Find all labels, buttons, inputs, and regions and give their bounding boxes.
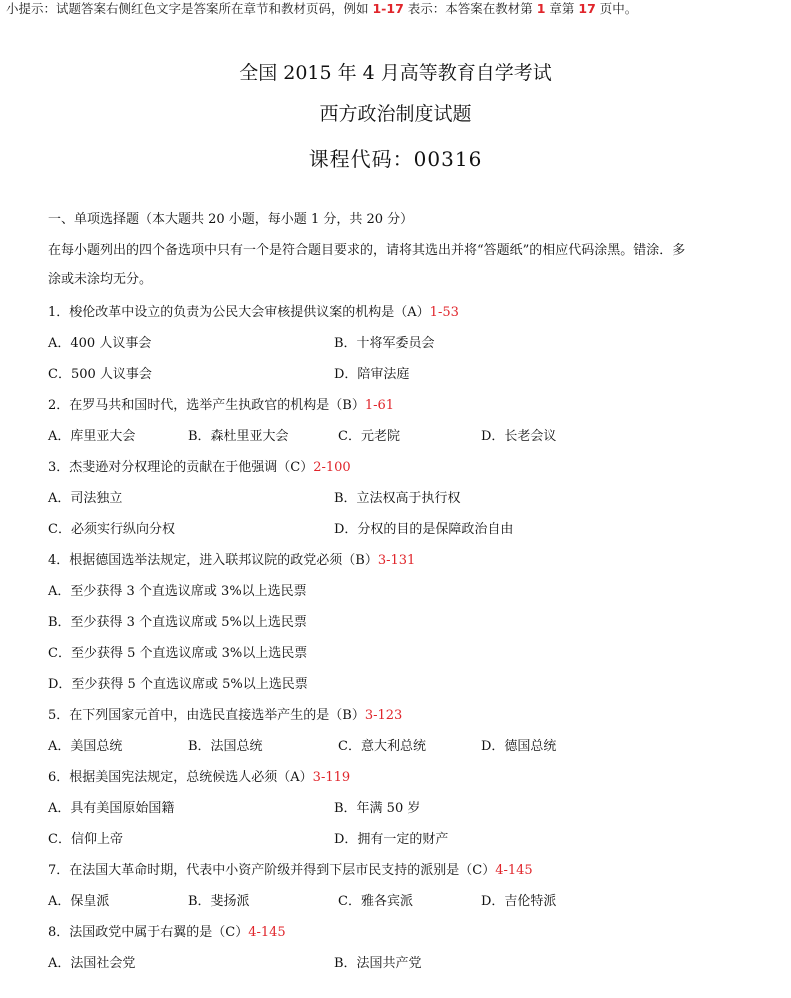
answer-ref: 2-100: [313, 460, 351, 475]
hint-prefix: 小提示：试题答案右侧红色文字是答案所在章节和教材页码，例如: [6, 1, 373, 16]
hint-chapter: 1: [536, 1, 546, 16]
option: B．法国总统: [188, 739, 263, 754]
answer-ref: 4-145: [248, 925, 286, 940]
hint-mid: 表示：本答案在教材第: [403, 1, 537, 16]
answer-hint: [6, 0, 637, 18]
option: A．库里亚大会: [48, 429, 136, 444]
question-stem: [48, 304, 459, 322]
option: C．至少获得 5 个直选议席或 3%以上选民票: [48, 646, 308, 661]
option: A．美国总统: [48, 739, 123, 754]
hint-example: 1-17: [372, 1, 404, 16]
exam-subject: 西方政治制度试题: [319, 103, 472, 125]
option: C．500 人议事会: [48, 367, 152, 382]
option: B．年满 50 岁: [334, 801, 421, 816]
option: B．森杜里亚大会: [188, 429, 289, 444]
option: D．长老会议: [481, 429, 557, 444]
question-stem: [48, 397, 394, 415]
option: A．400 人议事会: [48, 336, 152, 351]
question-text: 7．在法国大革命时期，代表中小资产阶级并得到下层市民支持的派别是（C）: [48, 863, 496, 878]
question-text: 1．梭伦改革中设立的负责为公民大会审核提供议案的机构是（A）: [48, 305, 430, 320]
question-stem: [48, 769, 350, 787]
question-stem: [48, 552, 415, 570]
option: D．陪审法庭: [334, 367, 410, 382]
option: C．雅各宾派: [338, 894, 413, 909]
course-code: 课程代码：00316: [308, 147, 483, 171]
question-text: 5．在下列国家元首中，由选民直接选举产生的是（B）: [48, 708, 365, 723]
question-stem: [48, 707, 402, 725]
option: C．信仰上帝: [48, 832, 123, 847]
option: A．至少获得 3 个直选议席或 3%以上选民票: [48, 584, 307, 599]
option: C．元老院: [338, 429, 400, 444]
section-instruction-line1: 在每小题列出的四个备选项中只有一个是符合题目要求的，请将其选出并将“答题纸”的相应代码涂黑。错涂．多: [48, 243, 686, 258]
option: A．司法独立: [48, 491, 123, 506]
hint-mid2: 章第: [545, 1, 579, 16]
option: A．保皇派: [48, 894, 110, 909]
option: B．十将军委员会: [334, 336, 435, 351]
option: D．分权的目的是保障政治自由: [334, 522, 514, 537]
option: D．德国总统: [481, 739, 557, 754]
answer-ref: 3-119: [312, 770, 351, 785]
option: B．斐扬派: [188, 894, 250, 909]
question-stem: [48, 924, 286, 942]
exam-title: 全国 2015 年 4 月高等教育自学考试: [239, 62, 552, 84]
option: C．必须实行纵向分权: [48, 522, 175, 537]
section-instruction-line2: 涂或未涂均无分。: [48, 272, 153, 287]
hint-page: 17: [578, 1, 596, 16]
option: A．具有美国原始国籍: [48, 801, 175, 816]
option: D．拥有一定的财产: [334, 832, 449, 847]
section-heading: 一、单项选择题（本大题共 20 小题，每小题 1 分，共 20 分）: [48, 212, 414, 227]
option: B．至少获得 3 个直选议席或 5%以上选民票: [48, 615, 307, 630]
option: D．至少获得 5 个直选议席或 5%以上选民票: [48, 677, 308, 692]
question-text: 6．根据美国宪法规定，总统候选人必须（A）: [48, 770, 313, 785]
answer-ref: 4-145: [495, 863, 533, 878]
answer-ref: 3-131: [377, 553, 416, 568]
answer-ref: 3-123: [364, 708, 403, 723]
option: C．意大利总统: [338, 739, 426, 754]
option: B．法国共产党: [334, 956, 422, 971]
hint-suffix: 页中。: [595, 1, 638, 16]
question-text: 4．根据德国选举法规定，进入联邦议院的政党必须（B）: [48, 553, 378, 568]
answer-ref: 1-61: [364, 398, 395, 413]
question-stem: [48, 459, 351, 477]
question-text: 3．杰斐逊对分权理论的贡献在于他强调（C）: [48, 460, 314, 475]
option: A．法国社会党: [48, 956, 136, 971]
option: D．吉伦特派: [481, 894, 557, 909]
answer-ref: 1-53: [429, 305, 459, 320]
option: B．立法权高于执行权: [334, 491, 461, 506]
question-text: 8．法国政党中属于右翼的是（C）: [48, 925, 249, 940]
question-text: 2．在罗马共和国时代，选举产生执政官的机构是（B）: [48, 398, 365, 413]
question-stem: [48, 862, 533, 880]
